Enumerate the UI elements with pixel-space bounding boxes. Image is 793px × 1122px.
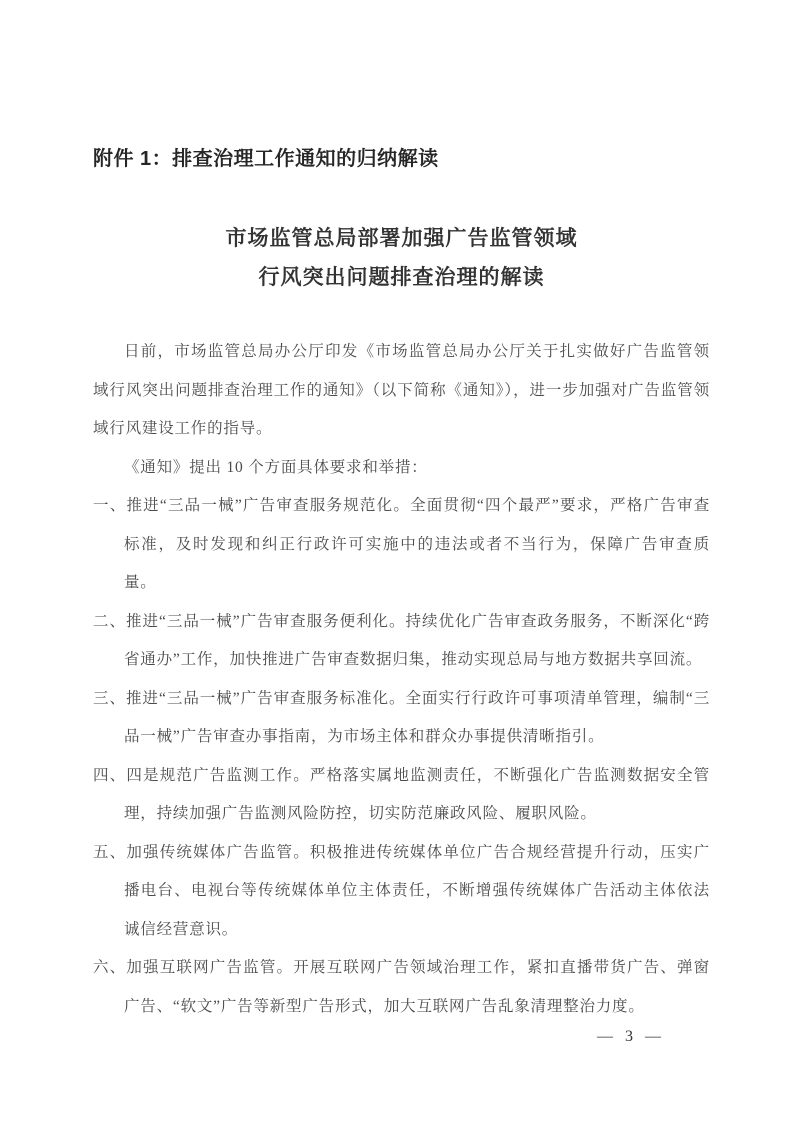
measure-number: 一、: [93, 497, 127, 514]
intro-paragraph: 日前，市场监管总局办公厅印发《市场监管总局办公厅关于扎实做好广告监管领域行风突出问题排查治理工作的通知》（以下简称《通知》），进一步加强对广告监管领域行风建设工作的指导。: [93, 343, 710, 437]
measure-item-2: [93, 603, 710, 680]
measure-number: 六、: [93, 959, 127, 976]
measure-item-4: [93, 757, 710, 834]
measure-item-3: [93, 680, 710, 757]
measure-text: 加强互联网广告监管。开展互联网广告领域治理工作，紧扣直播带货广告、弹窗广告、“软文”广告等新型广告形式，加大互联网广告乱象清理整治力度。: [124, 959, 710, 1015]
lead-in-paragraph: 《通知》提出 10 个方面具体要求和举措：: [124, 458, 428, 476]
measure-number: 三、: [93, 689, 126, 707]
measure-item-6: [93, 949, 710, 1026]
measure-text: 推进“三品一械”广告审查服务规范化。全面贯彻“四个最严”要求，严格广告审查标准，及时发现和纠正行政许可实施中的违法或者不当行为，保障广告审查质量。: [124, 497, 710, 591]
attachment-heading: 附件 1：排查治理工作通知的归纳解读: [93, 148, 439, 170]
measure-text: 四是规范广告监测工作。严格落实属地监测责任，不断强化广告监测数据安全管理，持续加强广告监测风险防控，切实防范廉政风险、履职风险。: [124, 766, 710, 822]
measure-text: 推进“三品一械”广告审查服务标准化。全面实行行政许可事项清单管理，编制“三品一械”广告审查办事指南，为市场主体和群众办事提供清晰指引。: [124, 689, 710, 745]
document-title: [93, 219, 710, 297]
measure-text: 加强传统媒体广告监管。积极推进传统媒体单位广告合规经营提升行动，压实广播电台、电视台等传统媒体单位主体责任，不断增强传统媒体广告活动主体依法诚信经营意识。: [124, 843, 710, 938]
document-body: [93, 333, 710, 1026]
measure-number: 二、: [93, 612, 126, 630]
measure-number: 四、: [93, 766, 127, 784]
document-title-line2: 行风突出问题排查治理的解读: [258, 265, 545, 289]
measure-number: 五、: [93, 843, 127, 861]
measure-text: 推进“三品一械”广告审查服务便利化。持续优化广告审查政务服务，不断深化“跨省通办”工作，加快推进广告审查数据归集，推动实现总局与地方数据共享回流。: [124, 612, 710, 668]
measure-item-1: [93, 487, 710, 603]
measure-item-5: [93, 834, 710, 950]
page-number: — 3 —: [597, 1028, 665, 1045]
document-title-line1: 市场监管总局部署加强广告监管领域: [225, 226, 578, 250]
